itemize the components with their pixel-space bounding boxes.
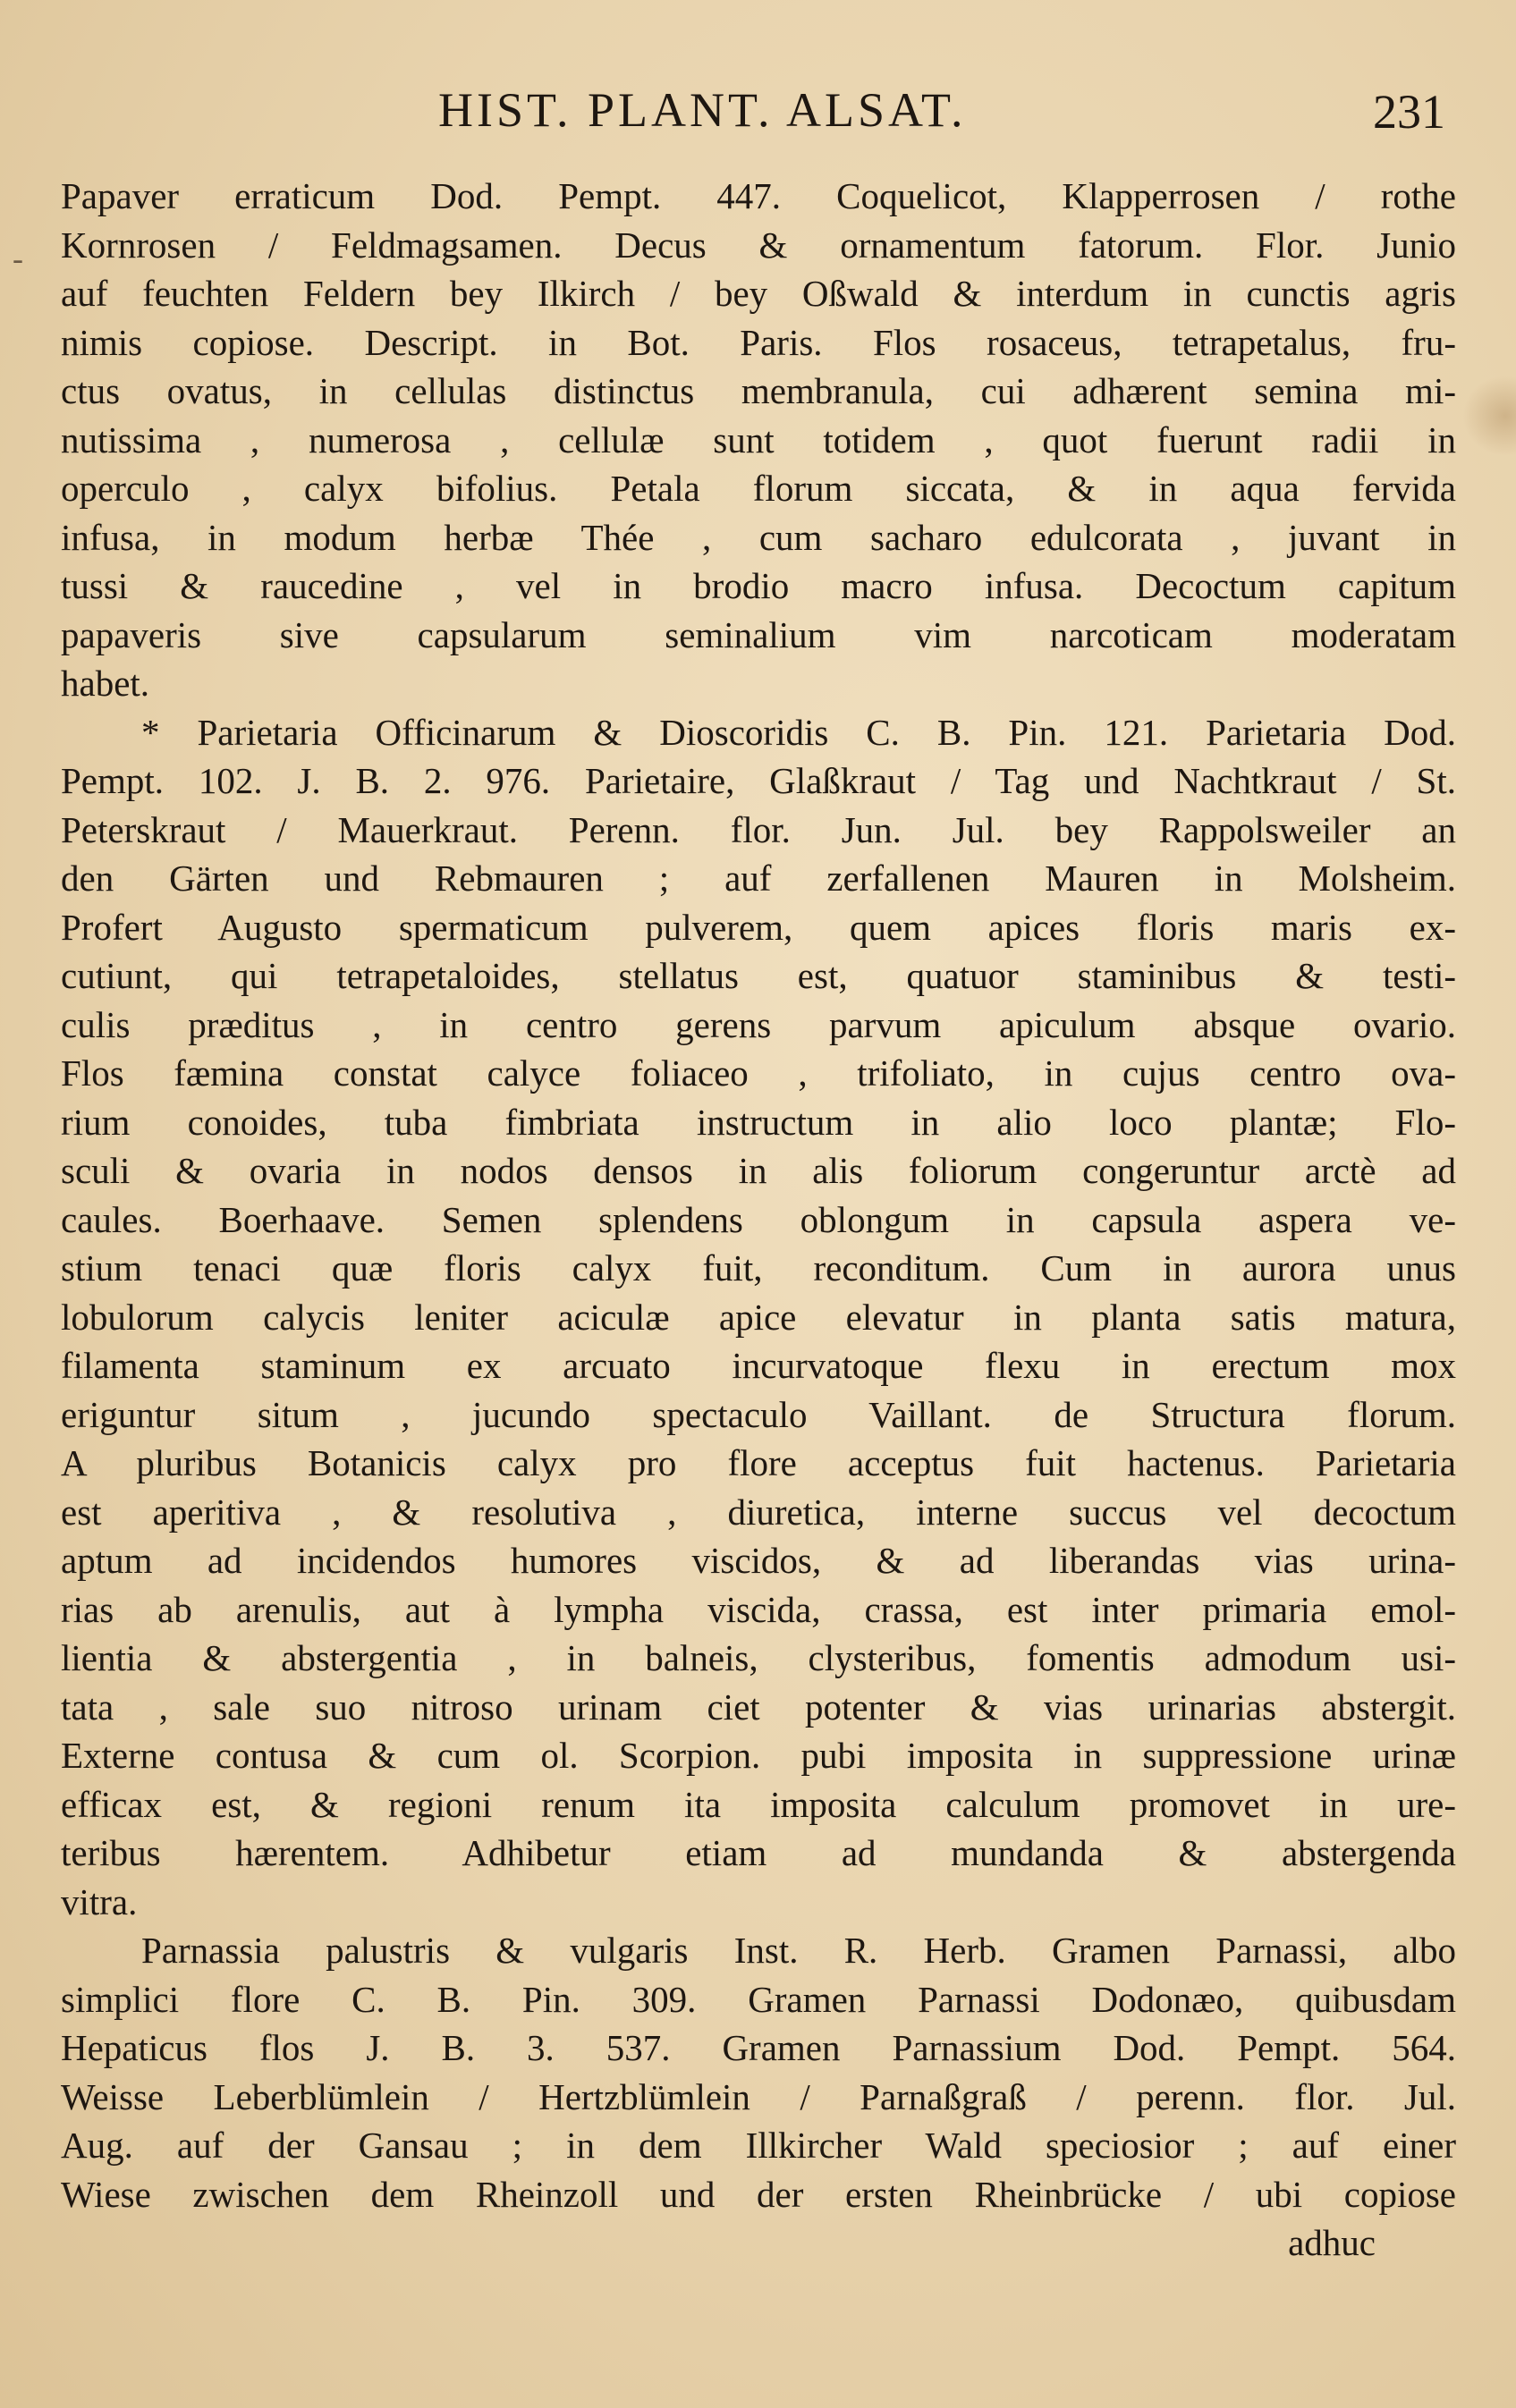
text-line: lobulorum calycis leniter aciculæ apice elevatur in planta satis matura, <box>61 1296 1456 1338</box>
text-line: simplici flore C. B. Pin. 309. Gramen Parnassi Dodonæo, quibusdam <box>61 1978 1456 2020</box>
text-line: stium tenaci quæ floris calyx fuit, reconditum. Cum in aurora unus <box>61 1247 1456 1288</box>
text-line: tussi & raucedine , vel in brodio macro infusa. Decoctum capitum <box>61 565 1456 606</box>
text-line: habet. <box>61 663 150 704</box>
text-line: vitra. <box>61 1880 138 1922</box>
text-line: ctus ovatus, in cellulas distinctus membranula, cui adhærent semina mi- <box>61 370 1456 411</box>
text-line: sculi & ovaria in nodos densos in alis foliorum congeruntur arctè ad <box>61 1150 1456 1191</box>
text-line: Peterskraut / Mauerkraut. Perenn. flor. Jun. Jul. bey Rappolsweiler an <box>61 808 1456 850</box>
running-title: HIST. PLANT. ALSAT. <box>438 83 967 137</box>
text-line: Hepaticus flos J. B. 3. 537. Gramen Parnassium Dod. Pempt. 564. <box>61 2027 1456 2068</box>
text-line: caules. Boerhaave. Semen splendens oblongum in capsula aspera ve- <box>61 1198 1456 1240</box>
text-line: est aperitiva , & resolutiva , diuretica, interne succus vel decoctum <box>61 1491 1456 1533</box>
text-line: auf feuchten Feldern bey Ilkirch / bey Oßwald & interdum in cunctis agris <box>61 273 1456 314</box>
text-line: operculo , calyx bifolius. Petala florum siccata, & in aqua fervida <box>61 468 1456 509</box>
text-line: infusa, in modum herbæ Thée , cum sacharo edulcorata , juvant in <box>61 516 1456 558</box>
paper-stain <box>1462 376 1516 456</box>
text-line: filamenta staminum ex arcuato incurvatoque flexu in erectum mox <box>61 1345 1456 1386</box>
body-text <box>61 172 1456 2268</box>
text-line: culis præditus , in centro gerens parvum apiculum absque ovario. <box>61 1003 1456 1045</box>
text-line: * Parietaria Officinarum & Dioscoridis C. B. Pin. 121. Parietaria Dod. <box>141 711 1456 753</box>
margin-mark: - <box>13 241 23 276</box>
text-line: Profert Augusto spermaticum pulverem, quem apices floris maris ex- <box>61 906 1456 948</box>
text-line: adhuc <box>1288 2222 1376 2263</box>
text-line: Wiese zwischen dem Rheinzoll und der ersten Rheinbrücke / ubi copiose <box>61 2173 1456 2215</box>
text-line: A pluribus Botanicis calyx pro flore acceptus fuit hactenus. Parietaria <box>61 1442 1456 1483</box>
text-line: lientia & abstergentia , in balneis, clysteribus, fomentis admodum usi- <box>61 1637 1456 1678</box>
text-line: rias ab arenulis, aut à lympha viscida, crassa, est inter primaria emol- <box>61 1588 1456 1630</box>
text-line: nimis copiose. Descript. in Bot. Paris. Flos rosaceus, tetrapetalus, fru- <box>61 321 1456 363</box>
text-line: teribus hærentem. Adhibetur etiam ad mundanda & abstergenda <box>61 1832 1456 1873</box>
text-line: Kornrosen / Feldmagsamen. Decus & ornamentum fatorum. Flor. Junio <box>61 224 1456 266</box>
text-line: cutiunt, qui tetrapetaloides, stellatus est, quatuor staminibus & testi- <box>61 955 1456 996</box>
text-line: rium conoides, tuba fimbriata instructum in alio loco plantæ; Flo- <box>61 1101 1456 1143</box>
text-line: aptum ad incidendos humores viscidos, & ad liberandas vias urina- <box>61 1540 1456 1581</box>
text-line: papaveris sive capsularum seminalium vim narcoticam moderatam <box>61 613 1456 655</box>
page-number: 231 <box>1373 85 1445 139</box>
text-line: Parnassia palustris & vulgaris Inst. R. Herb. Gramen Parnassi, albo <box>141 1930 1456 1971</box>
text-line: Pempt. 102. J. B. 2. 976. Parietaire, Glaßkraut / Tag und Nachtkraut / St. <box>61 760 1456 801</box>
text-line: Papaver erraticum Dod. Pempt. 447. Coquelicot, Klapperrosen / rothe <box>61 175 1456 216</box>
text-line: eriguntur situm , jucundo spectaculo Vaillant. de Structura florum. <box>61 1393 1456 1435</box>
text-line: nutissima , numerosa , cellulæ sunt totidem , quot fuerunt radii in <box>61 418 1456 460</box>
text-line: Externe contusa & cum ol. Scorpion. pubi imposita in suppressione urinæ <box>61 1735 1456 1776</box>
text-line: efficax est, & regioni renum ita imposita calculum promovet in ure- <box>61 1783 1456 1825</box>
running-header <box>0 82 1516 145</box>
text-line: Aug. auf der Gansau ; in dem Illkircher Wald speciosior ; auf einer <box>61 2125 1456 2166</box>
text-line: tata , sale suo nitroso urinam ciet potenter & vias urinarias abstergit. <box>61 1686 1456 1728</box>
text-line: den Gärten und Rebmauren ; auf zerfallenen Mauren in Molsheim. <box>61 858 1456 899</box>
text-line: Weisse Leberblümlein / Hertzblümlein / Parnaßgraß / perenn. flor. Jul. <box>61 2075 1456 2117</box>
text-line: Flos fæmina constat calyce foliaceo , trifoliato, in cujus centro ova- <box>61 1052 1456 1094</box>
